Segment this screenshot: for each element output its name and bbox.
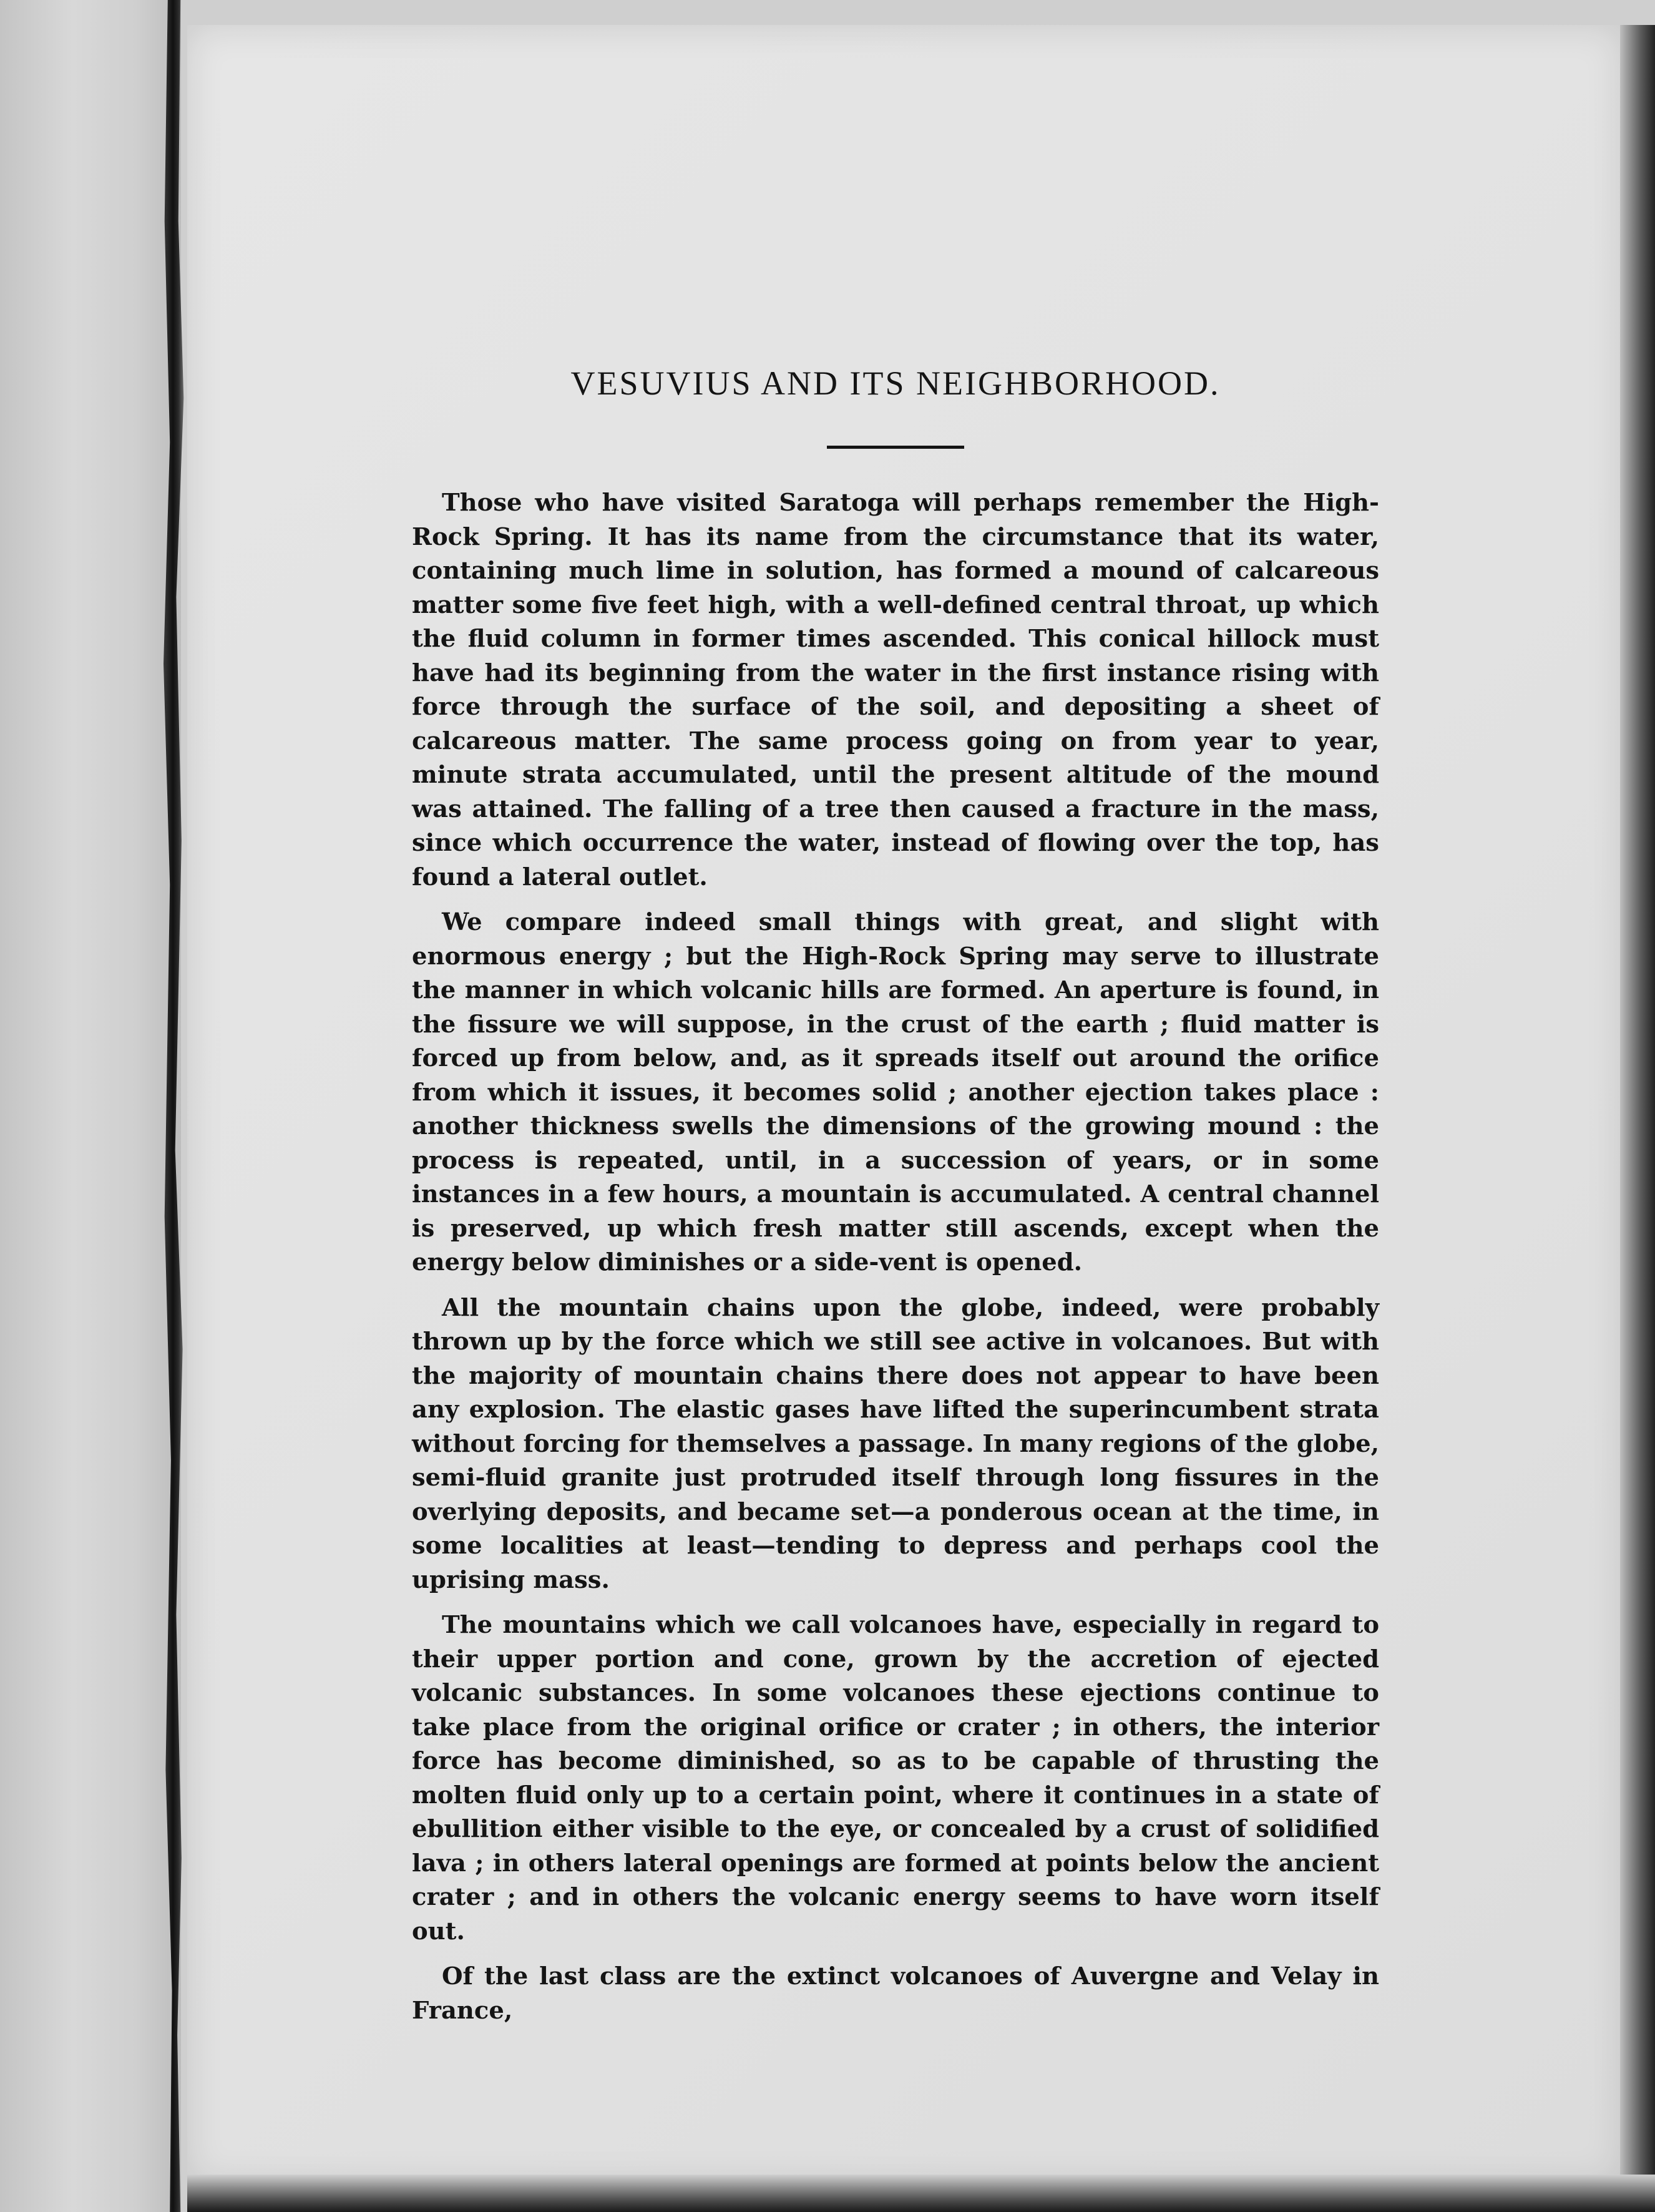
left-page-edge	[0, 0, 181, 2212]
title-rule	[827, 446, 964, 449]
paragraph-4: The mountains which we call volcanoes have, especially in regard to their upper portion and cone, grown by the accretion of ejected volcanic substances. In some volcanoes these ejections continue to take place from the original orifice or crater ; in others, the interior force has become diminished, so as to be capable of thrusting the molten fluid only up to a certain point, where it continues in a state of ebullition either visible to the eye, or concealed by a crust of solidified lava ; in others lateral openings are formed at points below the ancient crater ; and in others the volcanic energy seems to have worn itself out.	[412, 1611, 1379, 1945]
chapter-title: VESUVIUS AND ITS NEIGHBORHOOD.	[570, 365, 1221, 402]
page-content	[412, 365, 1379, 2039]
paragraph-3: All the mountain chains upon the globe, indeed, were probably thrown up by the force which we still see active in volcanoes. But with the majority of mountain chains there does not appear to have been any explosion. The elastic gases have lifted the superincumbent strata without forcing for themselves a passage. In many regions of the globe, semi-fluid granite just protruded itself through long fissures in the overlying deposits, and became set—a ponderous ocean at the time, in some localities at least—tending to depress and perhaps cool the uprising mass.	[412, 1293, 1379, 1594]
bottom-edge-shadow	[187, 2175, 1655, 2212]
page-edge-shadow	[1620, 25, 1655, 2212]
paragraph-5: Of the last class are the extinct volcanoes of Auvergne and Velay in France,	[412, 1962, 1379, 2025]
paragraph-1: Those who have visited Saratoga will perhaps remember the High-Rock Spring. It has its name from the circumstance that its water, containing much lime in solution, has formed a mound of calcareous matter some five feet high, with a well-defined central throat, up which the fluid column in former times ascended. This conical hillock must have had its beginning from the water in the first instance rising with force through the surface of the soil, and depositing a sheet of calcareous matter. The same process going on from year to year, minute strata accumulated, until the present altitude of the mound was attained. The falling of a tree then caused a fracture in the mass, since which occurrence the water, instead of flowing over the top, has found a lateral outlet.	[412, 489, 1379, 891]
paragraph-2: We compare indeed small things with great, and slight with enormous energy ; but the High-Rock Spring may serve to illustrate the manner in which volcanic hills are formed. An aperture is found, in the fissure we will suppose, in the crust of the earth ; fluid matter is forced up from below, and, as it spreads itself out around the orifice from which it issues, it becomes solid ; another ejection takes place : another thickness swells the dimensions of the growing mound : the process is repeated, until, in a succession of years, or in some instances in a few hours, a mountain is accumulated. A central channel is preserved, up which fresh matter still ascends, except when the energy below diminishes or a side-vent is opened.	[412, 908, 1379, 1277]
